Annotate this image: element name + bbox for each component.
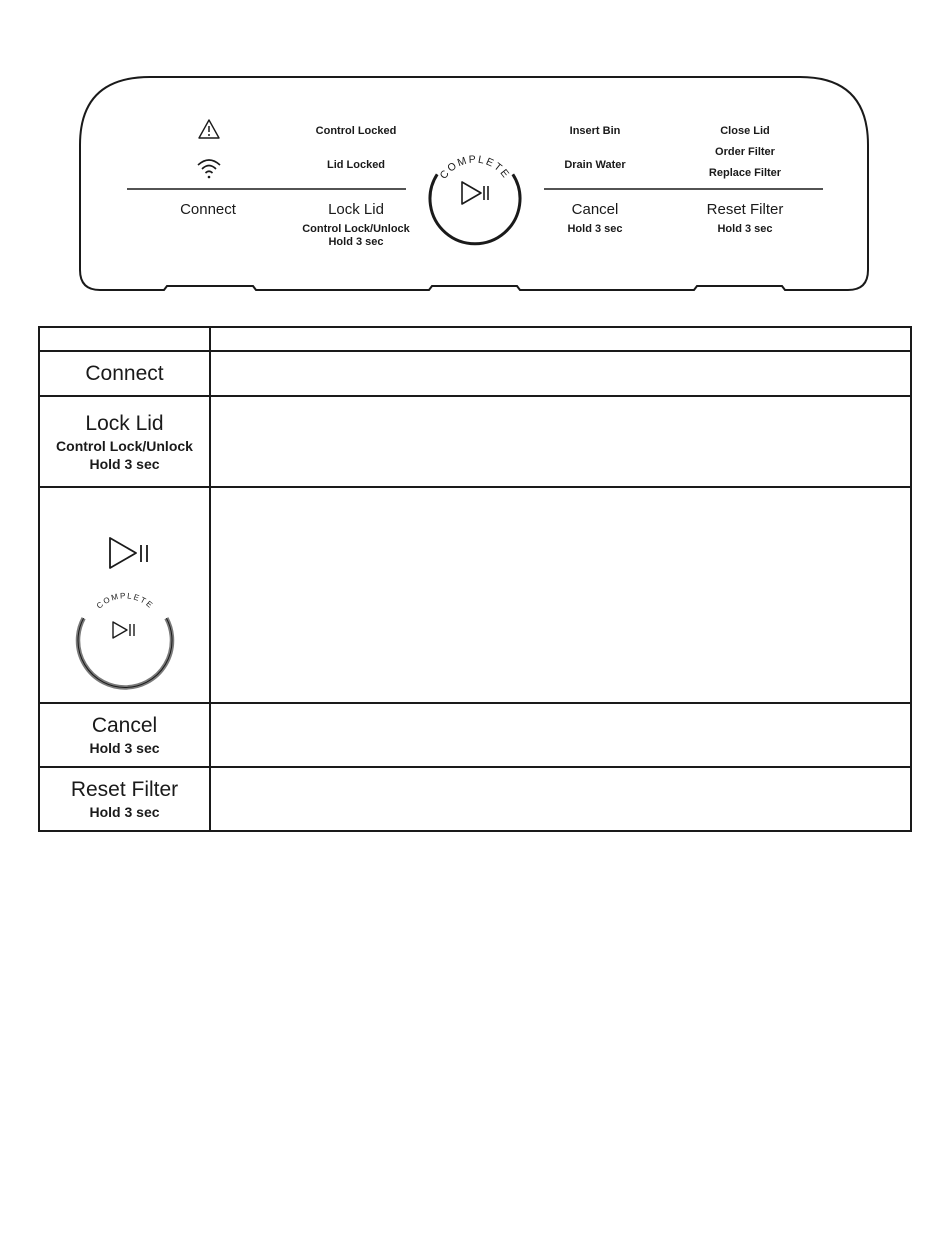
table-cell-control [39, 487, 210, 703]
row-sub-control-lock: Control Lock/Unlock [56, 437, 193, 454]
table-header-row [39, 327, 911, 351]
play-pause-icon [462, 182, 488, 204]
lock-lid-button[interactable] [296, 196, 416, 254]
indicator-lid-locked: Lid Locked [326, 159, 386, 171]
table-header-cell [210, 327, 911, 351]
table-row [39, 351, 911, 396]
complete-ring [430, 174, 520, 243]
row-title-reset-filter: Reset Filter [70, 778, 179, 801]
cancel-label: Cancel [571, 201, 619, 218]
table-cell-description [210, 703, 911, 767]
row-sub-hold: Hold 3 sec [89, 455, 160, 472]
row-title-lock-lid: Lock Lid [85, 411, 164, 435]
table-row [39, 767, 911, 831]
lock-lid-sub-label: Control Lock/Unlock [302, 223, 410, 235]
indicator-insert-bin: Insert Bin [569, 125, 621, 137]
complete-arc-text: COMPLETE [94, 591, 156, 611]
complete-arc-text: COMPLETE [437, 153, 513, 182]
connect-label: Connect [180, 201, 236, 218]
indicator-order-filter: Order Filter [715, 146, 775, 158]
reset-filter-button[interactable] [690, 196, 800, 240]
start-pause-button[interactable] [420, 138, 530, 248]
warning-triangle-icon [197, 118, 221, 140]
row-title-cancel: Cancel [91, 714, 158, 737]
lock-lid-label: Lock Lid [328, 201, 384, 218]
table-cell-description [210, 351, 911, 396]
lock-lid-hold-label: Hold 3 sec [328, 236, 384, 248]
indicator-control-locked: Control Locked [315, 125, 397, 137]
table-cell-control [39, 767, 210, 831]
indicator-replace-filter: Replace Filter [708, 167, 782, 179]
table-row [39, 487, 911, 703]
reset-filter-hold-label: Hold 3 sec [717, 223, 773, 235]
table-row [39, 703, 911, 767]
complete-ring-icon [70, 590, 180, 696]
connect-button[interactable] [160, 196, 256, 226]
row-title-connect: Connect [85, 361, 164, 385]
play-pause-icon [104, 534, 154, 574]
indicator-close-lid: Close Lid [720, 125, 770, 137]
table-cell-description [210, 767, 911, 831]
table-cell-description [210, 396, 911, 487]
wifi-icon [195, 155, 223, 181]
cancel-hold-label: Hold 3 sec [567, 223, 623, 235]
table-header-cell [39, 327, 210, 351]
cancel-button[interactable] [545, 196, 645, 240]
table-cell-description [210, 487, 911, 703]
table-cell-control [39, 396, 210, 487]
controls-reference-table [38, 326, 912, 832]
indicator-drain-water: Drain Water [564, 159, 626, 171]
table-cell-control [39, 351, 210, 396]
row-sub-hold: Hold 3 sec [89, 740, 160, 756]
row-sub-hold: Hold 3 sec [89, 804, 160, 820]
table-row [39, 396, 911, 487]
reset-filter-label: Reset Filter [706, 201, 784, 218]
table-cell-control [39, 703, 210, 767]
